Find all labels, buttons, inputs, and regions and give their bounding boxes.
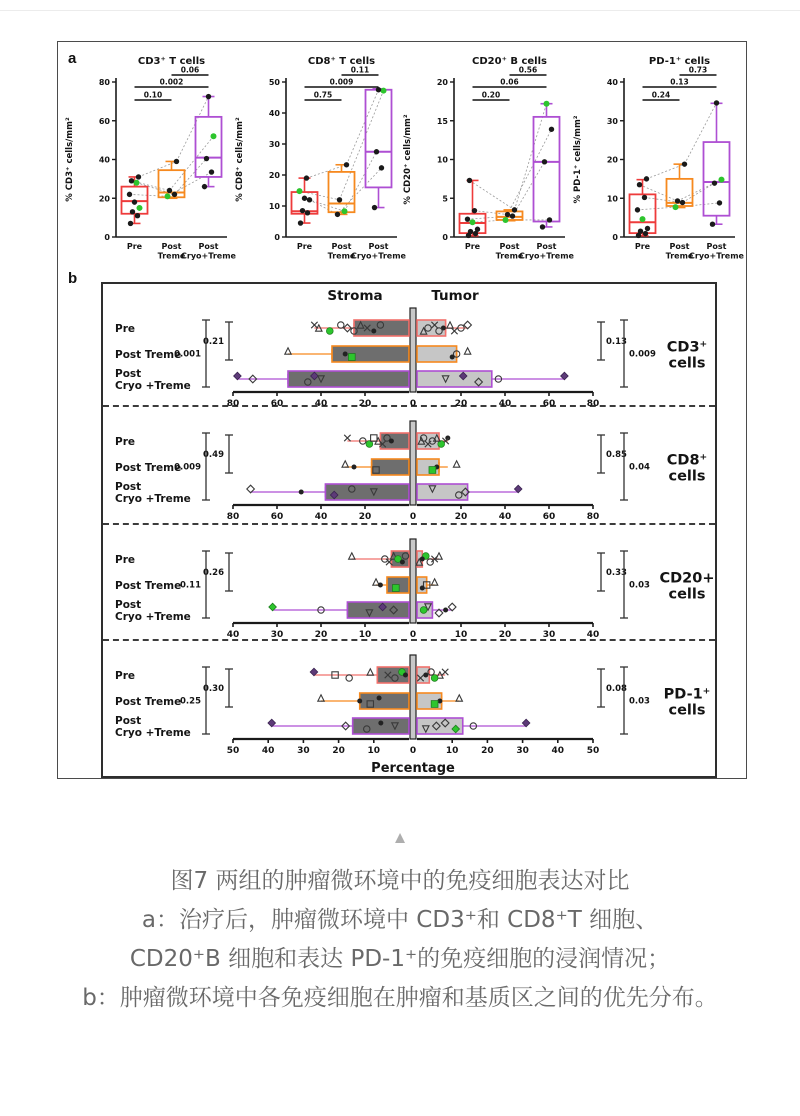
svg-text:80: 80 xyxy=(226,399,240,409)
svg-text:40: 40 xyxy=(226,630,240,640)
svg-text:10: 10 xyxy=(367,746,381,756)
figure-caption xyxy=(0,828,800,1018)
svg-text:0.30: 0.30 xyxy=(203,684,224,694)
svg-text:Cryo +Treme: Cryo +Treme xyxy=(115,380,191,392)
svg-text:Cryo +Treme: Cryo +Treme xyxy=(115,727,191,739)
svg-text:Treme: Treme xyxy=(495,251,524,261)
svg-text:% CD8⁺ cells/mm²: % CD8⁺ cells/mm² xyxy=(235,117,245,202)
svg-text:0.25: 0.25 xyxy=(180,696,201,707)
svg-text:CD8⁺ T cells: CD8⁺ T cells xyxy=(307,56,376,67)
svg-text:Post: Post xyxy=(499,242,520,251)
figure-panel xyxy=(57,41,747,779)
svg-text:20: 20 xyxy=(98,194,110,204)
svg-text:Post: Post xyxy=(161,242,182,251)
svg-text:0.85: 0.85 xyxy=(606,450,627,460)
svg-text:80: 80 xyxy=(226,512,240,522)
svg-text:CD20+: CD20+ xyxy=(659,570,715,587)
page-top-divider xyxy=(0,10,800,11)
svg-text:0.56: 0.56 xyxy=(518,65,538,75)
svg-text:0: 0 xyxy=(409,512,417,522)
svg-text:0: 0 xyxy=(409,399,417,409)
svg-text:20: 20 xyxy=(268,171,280,180)
svg-text:Pre: Pre xyxy=(634,242,651,251)
svg-text:Cryo+Treme: Cryo+Treme xyxy=(519,251,574,261)
svg-text:0: 0 xyxy=(409,630,417,640)
svg-text:10: 10 xyxy=(606,194,618,204)
svg-text:40: 40 xyxy=(314,399,328,409)
svg-text:0.001: 0.001 xyxy=(174,349,201,360)
svg-text:20: 20 xyxy=(606,155,618,165)
svg-text:PD-1⁺ cells: PD-1⁺ cells xyxy=(648,56,711,67)
svg-text:0: 0 xyxy=(274,233,280,242)
svg-text:Pre: Pre xyxy=(115,323,135,335)
svg-text:30: 30 xyxy=(270,630,284,640)
svg-text:Pre: Pre xyxy=(115,670,135,682)
svg-text:20: 20 xyxy=(358,399,372,409)
svg-text:Post: Post xyxy=(115,368,142,380)
svg-text:0.10: 0.10 xyxy=(143,90,163,100)
svg-text:Treme: Treme xyxy=(665,251,694,261)
svg-text:Post Treme: Post Treme xyxy=(115,349,182,361)
svg-text:80: 80 xyxy=(586,399,600,409)
svg-text:60: 60 xyxy=(542,512,556,522)
svg-text:Post: Post xyxy=(669,242,690,251)
panel-b-label: b xyxy=(68,270,78,287)
svg-text:Pre: Pre xyxy=(126,242,143,251)
svg-text:Pre: Pre xyxy=(296,242,313,251)
svg-text:30: 30 xyxy=(516,746,529,756)
svg-text:0: 0 xyxy=(104,233,110,242)
boxplot-cd8 xyxy=(231,48,406,280)
svg-text:Pre: Pre xyxy=(464,242,481,251)
svg-text:10: 10 xyxy=(358,630,372,640)
svg-text:% PD-1⁺ cells/mm²: % PD-1⁺ cells/mm² xyxy=(573,115,583,204)
svg-text:0.75: 0.75 xyxy=(313,90,333,100)
svg-text:0.13: 0.13 xyxy=(670,77,689,87)
collapse-triangle-icon[interactable]: ▲ xyxy=(391,828,409,847)
svg-text:40: 40 xyxy=(314,512,328,522)
svg-text:50: 50 xyxy=(268,78,280,87)
boxplot-pd1 xyxy=(569,48,744,280)
svg-text:Post: Post xyxy=(115,481,142,493)
svg-text:10: 10 xyxy=(268,202,280,211)
svg-text:Post: Post xyxy=(368,242,389,251)
svg-text:Post: Post xyxy=(115,599,142,611)
svg-text:0.06: 0.06 xyxy=(180,65,200,75)
svg-text:CD3⁺: CD3⁺ xyxy=(666,339,708,356)
svg-text:40: 40 xyxy=(586,630,600,640)
svg-text:Post: Post xyxy=(536,242,557,251)
svg-text:40: 40 xyxy=(268,109,280,118)
svg-text:20: 20 xyxy=(454,399,468,409)
caption-text xyxy=(0,862,800,1018)
svg-text:60: 60 xyxy=(270,512,284,522)
svg-text:0.009: 0.009 xyxy=(329,77,354,87)
svg-text:0.24: 0.24 xyxy=(651,90,671,100)
svg-text:Percentage: Percentage xyxy=(371,761,455,776)
svg-text:0: 0 xyxy=(409,746,417,756)
svg-text:60: 60 xyxy=(542,399,556,409)
svg-text:5: 5 xyxy=(442,194,448,204)
svg-text:10: 10 xyxy=(454,630,468,640)
boxplot-cd20 xyxy=(399,48,574,280)
svg-text:40: 40 xyxy=(606,78,618,87)
boxplot-cd3 xyxy=(61,48,236,280)
distribution-panel xyxy=(101,282,717,778)
svg-text:40: 40 xyxy=(98,155,110,165)
svg-text:Treme: Treme xyxy=(157,251,186,261)
svg-text:60: 60 xyxy=(270,399,284,409)
panel-a-label: a xyxy=(68,50,77,67)
svg-text:Post Treme: Post Treme xyxy=(115,696,182,708)
svg-text:0.11: 0.11 xyxy=(180,580,201,591)
svg-text:30: 30 xyxy=(606,116,618,126)
svg-text:20: 20 xyxy=(332,746,345,756)
svg-text:0.002: 0.002 xyxy=(159,77,184,87)
svg-text:Tumor: Tumor xyxy=(431,288,479,304)
svg-text:Cryo+Treme: Cryo+Treme xyxy=(181,251,236,261)
svg-text:0.03: 0.03 xyxy=(629,696,650,707)
svg-text:CD3⁺ T cells: CD3⁺ T cells xyxy=(137,56,206,67)
mirror-section-cd20 xyxy=(103,525,715,641)
svg-text:30: 30 xyxy=(542,630,556,640)
svg-text:40: 40 xyxy=(261,746,275,756)
svg-text:% CD3⁺ cells/mm²: % CD3⁺ cells/mm² xyxy=(65,117,75,202)
svg-text:Pre: Pre xyxy=(115,436,135,448)
svg-text:Cryo +Treme: Cryo +Treme xyxy=(115,493,191,505)
svg-text:20: 20 xyxy=(314,630,328,640)
svg-text:0: 0 xyxy=(612,233,618,242)
svg-text:CD20⁺ B cells: CD20⁺ B cells xyxy=(472,56,547,67)
svg-text:Pre: Pre xyxy=(115,554,135,566)
svg-text:Post Treme: Post Treme xyxy=(115,580,182,592)
svg-text:10: 10 xyxy=(445,746,459,756)
svg-text:Post: Post xyxy=(706,242,727,251)
svg-text:CD8⁺: CD8⁺ xyxy=(666,452,708,469)
svg-text:0.009: 0.009 xyxy=(174,462,201,473)
caption-line-a2: CD20⁺B 细胞和表达 PD-1⁺的免疫细胞的浸润情况； xyxy=(129,946,671,972)
svg-text:0.08: 0.08 xyxy=(606,684,627,694)
svg-text:cells: cells xyxy=(668,702,706,719)
svg-text:15: 15 xyxy=(436,116,448,126)
svg-text:Post Treme: Post Treme xyxy=(115,462,182,474)
svg-text:cells: cells xyxy=(668,468,706,485)
svg-text:cells: cells xyxy=(668,355,706,372)
svg-text:20: 20 xyxy=(498,630,512,640)
svg-text:% CD20⁺ cells/mm²: % CD20⁺ cells/mm² xyxy=(403,114,413,205)
svg-text:0.21: 0.21 xyxy=(203,337,224,347)
svg-text:Post: Post xyxy=(198,242,219,251)
svg-text:80: 80 xyxy=(98,78,110,87)
mirror-section-cd3 xyxy=(103,284,715,407)
caption-line-title: 图7 两组的肿瘤微环境中的免疫细胞表达对比 xyxy=(170,868,630,894)
svg-text:20: 20 xyxy=(436,78,448,87)
svg-text:0.49: 0.49 xyxy=(203,450,224,460)
mirror-section-pd1 xyxy=(103,641,715,780)
svg-text:0.33: 0.33 xyxy=(606,568,627,578)
svg-text:Post: Post xyxy=(115,715,142,727)
svg-text:20: 20 xyxy=(454,512,468,522)
svg-text:0.13: 0.13 xyxy=(606,337,627,347)
svg-text:cells: cells xyxy=(668,586,706,603)
svg-text:50: 50 xyxy=(586,746,600,756)
caption-line-a1: a：治疗后，肿瘤微环境中 CD3⁺和 CD8⁺T 细胞、 xyxy=(141,907,659,933)
svg-text:20: 20 xyxy=(358,512,372,522)
svg-text:Treme: Treme xyxy=(327,251,356,261)
svg-text:0: 0 xyxy=(442,233,448,242)
caption-line-b: b：肿瘤微环境中各免疫细胞在肿瘤和基质区之间的优先分布。 xyxy=(82,985,718,1011)
svg-text:0.04: 0.04 xyxy=(629,462,650,473)
svg-text:Post: Post xyxy=(331,242,352,251)
svg-text:Cryo+Treme: Cryo+Treme xyxy=(351,251,406,261)
svg-text:20: 20 xyxy=(481,746,494,756)
svg-text:Stroma: Stroma xyxy=(327,288,383,304)
svg-text:0.73: 0.73 xyxy=(688,65,708,75)
svg-text:30: 30 xyxy=(297,746,310,756)
svg-text:80: 80 xyxy=(586,512,600,522)
svg-text:50: 50 xyxy=(226,746,240,756)
svg-text:40: 40 xyxy=(498,399,512,409)
svg-text:0.26: 0.26 xyxy=(203,568,224,578)
svg-text:0.20: 0.20 xyxy=(481,90,501,100)
svg-text:0.03: 0.03 xyxy=(629,580,650,591)
svg-text:40: 40 xyxy=(498,512,512,522)
mirror-section-cd8 xyxy=(103,407,715,525)
svg-text:30: 30 xyxy=(268,140,280,149)
svg-text:40: 40 xyxy=(551,746,565,756)
svg-text:0.009: 0.009 xyxy=(629,349,656,360)
svg-text:Cryo+Treme: Cryo+Treme xyxy=(689,251,744,261)
svg-text:0.06: 0.06 xyxy=(500,77,519,87)
svg-text:Cryo +Treme: Cryo +Treme xyxy=(115,611,191,623)
svg-text:0.11: 0.11 xyxy=(350,65,370,75)
svg-text:60: 60 xyxy=(98,116,110,126)
svg-text:10: 10 xyxy=(436,155,448,165)
svg-text:PD-1⁺: PD-1⁺ xyxy=(663,686,711,703)
